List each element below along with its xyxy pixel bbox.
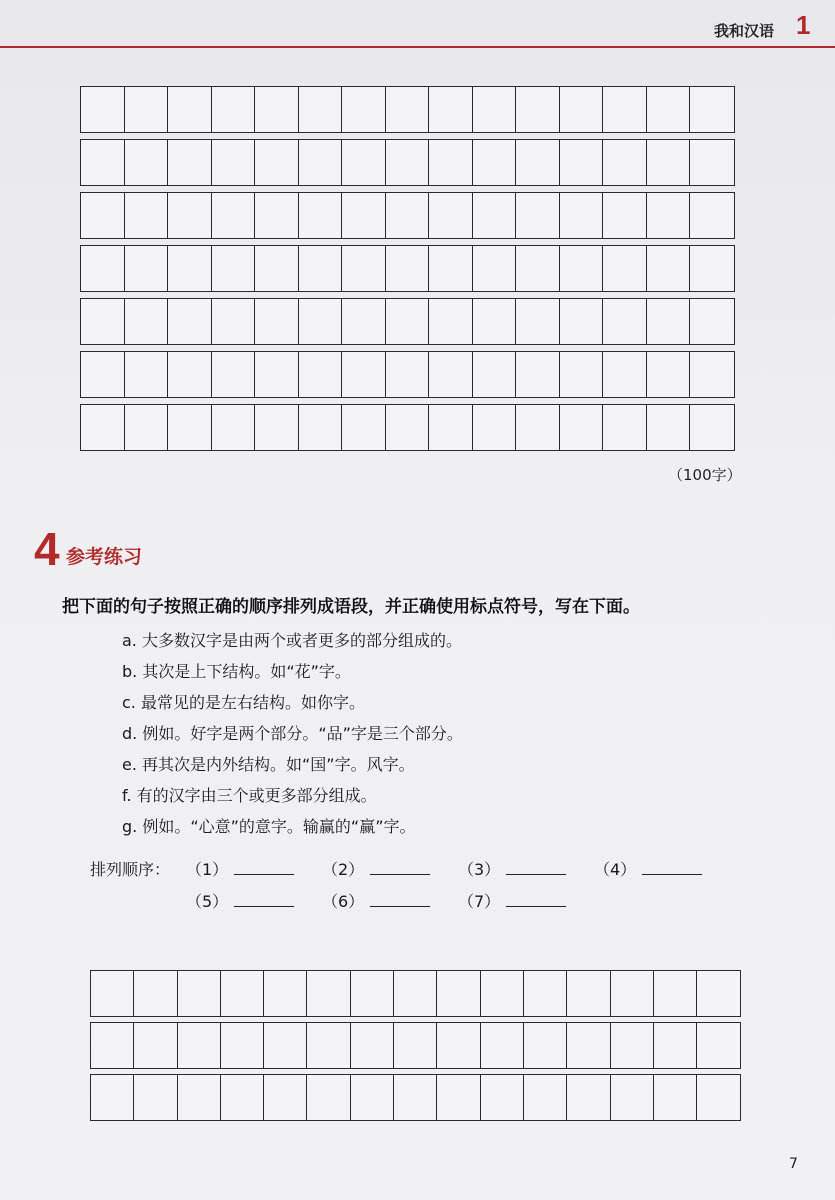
writing-cell[interactable]: [342, 140, 386, 185]
order-label: 排列顺序：: [90, 860, 171, 879]
writing-cell[interactable]: [386, 140, 430, 185]
writing-cell[interactable]: [125, 299, 169, 344]
writing-cell[interactable]: [178, 1075, 221, 1120]
writing-cell[interactable]: [473, 405, 517, 450]
writing-cell[interactable]: [386, 405, 430, 450]
writing-cell[interactable]: [212, 405, 256, 450]
writing-cell[interactable]: [342, 193, 386, 238]
writing-cell[interactable]: [647, 352, 691, 397]
writing-cell[interactable]: [654, 1075, 697, 1120]
writing-cell[interactable]: [134, 1023, 177, 1068]
writing-cell[interactable]: [81, 193, 125, 238]
writing-cell[interactable]: [603, 193, 647, 238]
sentence-g: g. 例如。“心意”的意字。输赢的“赢”字。: [122, 817, 416, 836]
writing-cell[interactable]: [560, 193, 604, 238]
writing-cell[interactable]: [603, 87, 647, 132]
writing-cell[interactable]: [342, 405, 386, 450]
order-slot-6-label: （6）: [322, 892, 365, 911]
writing-cell[interactable]: [429, 246, 473, 291]
order-slot-4[interactable]: [594, 857, 702, 880]
writing-cell[interactable]: [168, 140, 212, 185]
writing-cell[interactable]: [690, 246, 734, 291]
writing-cell[interactable]: [134, 1075, 177, 1120]
writing-cell[interactable]: [125, 405, 169, 450]
order-slot-4-blank[interactable]: [642, 860, 702, 875]
order-slot-7[interactable]: [458, 889, 566, 912]
writing-cell[interactable]: [647, 140, 691, 185]
sentence-f: f. 有的汉字由三个或更多部分组成。: [122, 786, 377, 805]
order-slot-7-label: （7）: [458, 892, 501, 911]
writing-cell[interactable]: [473, 352, 517, 397]
writing-cell[interactable]: [134, 971, 177, 1016]
writing-cell[interactable]: [168, 87, 212, 132]
writing-cell[interactable]: [654, 1023, 697, 1068]
writing-cell[interactable]: [386, 87, 430, 132]
writing-cell[interactable]: [473, 140, 517, 185]
writing-cell[interactable]: [516, 246, 560, 291]
writing-cell[interactable]: [255, 193, 299, 238]
writing-cell[interactable]: [429, 352, 473, 397]
bottom-grid-row: [90, 970, 741, 1017]
writing-cell[interactable]: [299, 405, 343, 450]
order-slot-3[interactable]: [458, 857, 566, 880]
writing-cell[interactable]: [264, 1023, 307, 1068]
writing-cell[interactable]: [307, 1075, 350, 1120]
writing-cell[interactable]: [567, 1023, 610, 1068]
writing-cell[interactable]: [81, 299, 125, 344]
writing-cell[interactable]: [690, 352, 734, 397]
writing-cell[interactable]: [473, 299, 517, 344]
writing-cell[interactable]: [386, 299, 430, 344]
writing-cell[interactable]: [560, 87, 604, 132]
order-slot-2-label: （2）: [322, 860, 365, 879]
writing-cell[interactable]: [690, 140, 734, 185]
writing-cell[interactable]: [611, 1023, 654, 1068]
writing-cell[interactable]: [481, 1075, 524, 1120]
writing-cell[interactable]: [690, 405, 734, 450]
writing-cell[interactable]: [481, 1023, 524, 1068]
writing-cell[interactable]: [603, 352, 647, 397]
writing-cell[interactable]: [603, 405, 647, 450]
writing-cell[interactable]: [437, 1075, 480, 1120]
writing-cell[interactable]: [690, 193, 734, 238]
writing-cell[interactable]: [168, 246, 212, 291]
order-slot-3-label: （3）: [458, 860, 501, 879]
order-slot-1-label: （1）: [186, 860, 229, 879]
writing-cell[interactable]: [690, 87, 734, 132]
writing-cell[interactable]: [299, 246, 343, 291]
writing-cell[interactable]: [697, 1023, 740, 1068]
writing-cell[interactable]: [125, 140, 169, 185]
writing-cell[interactable]: [125, 87, 169, 132]
exercise-instruction: 把下面的句子按照正确的顺序排列成语段，并正确使用标点符号，写在下面。: [62, 597, 640, 617]
writing-cell[interactable]: [299, 140, 343, 185]
writing-cell[interactable]: [611, 971, 654, 1016]
bottom-grid-row: [90, 1022, 741, 1069]
writing-cell[interactable]: [647, 405, 691, 450]
order-slot-3-blank[interactable]: [506, 860, 566, 875]
writing-cell[interactable]: [697, 971, 740, 1016]
writing-cell[interactable]: [516, 405, 560, 450]
top-grid-row: [80, 139, 735, 186]
writing-cell[interactable]: [168, 352, 212, 397]
writing-cell[interactable]: [567, 1075, 610, 1120]
writing-cell[interactable]: [560, 405, 604, 450]
writing-cell[interactable]: [299, 193, 343, 238]
writing-cell[interactable]: [81, 352, 125, 397]
writing-cell[interactable]: [516, 352, 560, 397]
writing-cell[interactable]: [212, 352, 256, 397]
header-rule: [0, 46, 835, 48]
writing-cell[interactable]: [168, 299, 212, 344]
order-slot-5-label: （5）: [186, 892, 229, 911]
sentence-c: c. 最常见的是左右结构。如你字。: [122, 693, 365, 712]
chapter-title: 我和汉语: [714, 22, 775, 40]
order-slot-7-blank[interactable]: [506, 892, 566, 907]
bottom-grid-row: [90, 1074, 741, 1121]
writing-cell[interactable]: [386, 246, 430, 291]
writing-cell[interactable]: [81, 87, 125, 132]
writing-cell[interactable]: [81, 140, 125, 185]
top-grid-row: [80, 351, 735, 398]
writing-cell[interactable]: [342, 352, 386, 397]
writing-cell[interactable]: [567, 971, 610, 1016]
writing-cell[interactable]: [603, 299, 647, 344]
writing-cell[interactable]: [481, 971, 524, 1016]
writing-cell[interactable]: [212, 87, 256, 132]
writing-cell[interactable]: [351, 971, 394, 1016]
top-grid-row: [80, 404, 735, 451]
sentence-e: e. 再其次是内外结构。如“国”字。风字。: [122, 755, 415, 774]
writing-cell[interactable]: [351, 1075, 394, 1120]
writing-cell[interactable]: [299, 352, 343, 397]
writing-cell[interactable]: [516, 87, 560, 132]
writing-cell[interactable]: [429, 405, 473, 450]
writing-cell[interactable]: [697, 1075, 740, 1120]
writing-cell[interactable]: [394, 971, 437, 1016]
order-slot-5-blank[interactable]: [234, 892, 294, 907]
writing-cell[interactable]: [255, 299, 299, 344]
writing-cell[interactable]: [168, 193, 212, 238]
writing-cell[interactable]: [351, 1023, 394, 1068]
writing-cell[interactable]: [221, 1023, 264, 1068]
writing-cell[interactable]: [255, 140, 299, 185]
word-count-label: （100字）: [668, 466, 742, 484]
writing-cell[interactable]: [429, 299, 473, 344]
writing-cell[interactable]: [429, 87, 473, 132]
writing-cell[interactable]: [473, 246, 517, 291]
sentence-b: b. 其次是上下结构。如“花”字。: [122, 662, 351, 681]
page-number: 7: [789, 1156, 798, 1172]
writing-cell[interactable]: [647, 193, 691, 238]
writing-cell[interactable]: [654, 971, 697, 1016]
writing-cell[interactable]: [560, 246, 604, 291]
writing-cell[interactable]: [473, 87, 517, 132]
writing-cell[interactable]: [516, 193, 560, 238]
order-slot-6[interactable]: [322, 889, 430, 912]
writing-cell[interactable]: [81, 246, 125, 291]
writing-cell[interactable]: [342, 246, 386, 291]
order-slot-1-blank[interactable]: [234, 860, 294, 875]
writing-cell[interactable]: [178, 1023, 221, 1068]
writing-cell[interactable]: [524, 1075, 567, 1120]
order-slot-1[interactable]: [186, 857, 294, 880]
writing-cell[interactable]: [212, 246, 256, 291]
writing-cell[interactable]: [221, 971, 264, 1016]
writing-cell[interactable]: [178, 971, 221, 1016]
writing-cell[interactable]: [299, 299, 343, 344]
writing-cell[interactable]: [125, 352, 169, 397]
writing-cell[interactable]: [91, 1023, 134, 1068]
writing-cell[interactable]: [603, 140, 647, 185]
writing-cell[interactable]: [524, 971, 567, 1016]
writing-cell[interactable]: [473, 193, 517, 238]
writing-cell[interactable]: [560, 140, 604, 185]
writing-cell[interactable]: [91, 971, 134, 1016]
chapter-number: 1: [796, 10, 811, 40]
writing-cell[interactable]: [394, 1023, 437, 1068]
writing-cell[interactable]: [394, 1075, 437, 1120]
order-slot-6-blank[interactable]: [370, 892, 430, 907]
top-grid-row: [80, 86, 735, 133]
writing-cell[interactable]: [647, 246, 691, 291]
writing-cell[interactable]: [386, 352, 430, 397]
sentence-d: d. 例如。好字是两个部分。“品”字是三个部分。: [122, 724, 463, 743]
writing-cell[interactable]: [91, 1075, 134, 1120]
writing-cell[interactable]: [307, 971, 350, 1016]
writing-cell[interactable]: [212, 193, 256, 238]
order-slot-5[interactable]: [186, 889, 294, 912]
writing-cell[interactable]: [81, 405, 125, 450]
writing-cell[interactable]: [342, 87, 386, 132]
writing-cell[interactable]: [386, 193, 430, 238]
writing-cell[interactable]: [212, 140, 256, 185]
writing-cell[interactable]: [429, 140, 473, 185]
top-grid-row: [80, 298, 735, 345]
writing-cell[interactable]: [690, 299, 734, 344]
writing-cell[interactable]: [516, 140, 560, 185]
writing-cell[interactable]: [647, 299, 691, 344]
order-slot-2[interactable]: [322, 857, 430, 880]
writing-cell[interactable]: [516, 299, 560, 344]
writing-cell[interactable]: [255, 352, 299, 397]
writing-cell[interactable]: [212, 299, 256, 344]
writing-cell[interactable]: [221, 1075, 264, 1120]
order-slot-4-label: （4）: [594, 860, 637, 879]
writing-cell[interactable]: [255, 405, 299, 450]
writing-cell[interactable]: [264, 1075, 307, 1120]
writing-cell[interactable]: [603, 246, 647, 291]
section-title: 参考练习: [66, 546, 143, 568]
writing-cell[interactable]: [125, 246, 169, 291]
top-grid-row: [80, 245, 735, 292]
writing-cell[interactable]: [307, 1023, 350, 1068]
writing-cell[interactable]: [299, 87, 343, 132]
writing-cell[interactable]: [437, 1023, 480, 1068]
writing-cell[interactable]: [429, 193, 473, 238]
writing-cell[interactable]: [611, 1075, 654, 1120]
writing-cell[interactable]: [524, 1023, 567, 1068]
writing-cell[interactable]: [342, 299, 386, 344]
writing-cell[interactable]: [560, 299, 604, 344]
writing-cell[interactable]: [647, 87, 691, 132]
writing-cell[interactable]: [264, 971, 307, 1016]
section-number: 4: [34, 523, 60, 575]
writing-cell[interactable]: [437, 971, 480, 1016]
writing-cell[interactable]: [125, 193, 169, 238]
sentence-a: a. 大多数汉字是由两个或者更多的部分组成的。: [122, 631, 462, 650]
writing-cell[interactable]: [560, 352, 604, 397]
writing-cell[interactable]: [168, 405, 212, 450]
top-grid-row: [80, 192, 735, 239]
writing-cell[interactable]: [255, 87, 299, 132]
order-slot-2-blank[interactable]: [370, 860, 430, 875]
writing-cell[interactable]: [255, 246, 299, 291]
